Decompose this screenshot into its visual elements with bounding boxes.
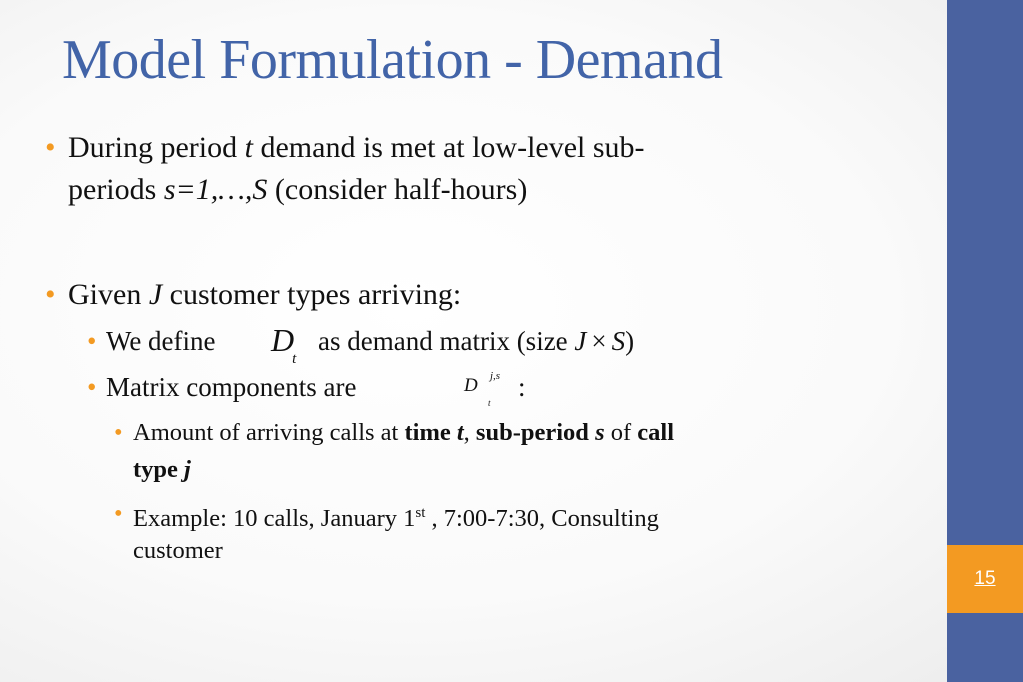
bullet-dot: • <box>114 500 123 527</box>
bullet-2b1-line-1: Amount of arriving calls at time t, sub-period s of call <box>133 419 675 446</box>
demand-matrix-symbol: Dt <box>271 322 297 367</box>
page-number-box <box>947 545 1023 613</box>
bullet-2b2-line-1: Example: 10 calls, January 1st , 7:00-7:30, Consulting <box>133 505 659 533</box>
bullet-2a: We define <box>106 326 216 356</box>
matrix-component-symbol: D j,s t <box>464 370 501 408</box>
bullet-2a-rest: as demand matrix (size J × S) <box>318 326 635 356</box>
bullet-2b1-line-2: type j <box>133 456 191 483</box>
bullet-2b2-line-2: customer <box>133 537 223 564</box>
bullet-dot: • <box>45 278 56 311</box>
bullet-1-line-2: periods s=1,…,S (consider half-hours) <box>68 173 528 206</box>
bullet-dot: • <box>45 131 56 164</box>
bullet-dot: • <box>87 372 97 402</box>
slide-title: Model Formulation - Demand <box>62 29 723 91</box>
bullet-1-line-1: During period t demand is met at low-level sub- <box>68 131 645 164</box>
bullet-2b: Matrix components are <box>106 372 357 402</box>
bullet-dot: • <box>87 326 97 356</box>
bullet-dot: • <box>114 419 123 446</box>
bullet-2b-colon: : <box>518 372 526 402</box>
page-number[interactable]: 15 <box>974 568 996 589</box>
bullet-2: Given J customer types arriving: <box>68 278 462 311</box>
